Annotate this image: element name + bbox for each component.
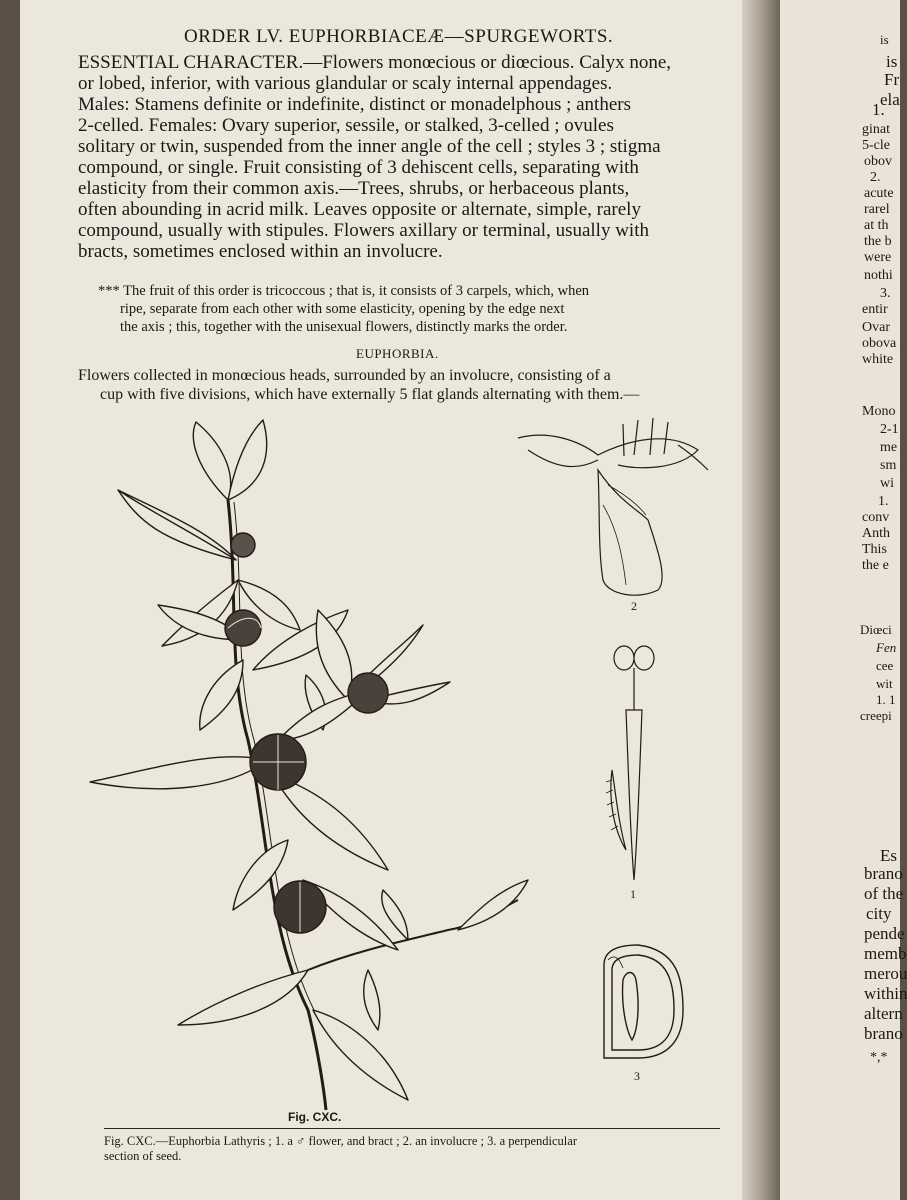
right-page-fragment: 5-cle — [862, 138, 890, 153]
text-line: often abounding in acrid milk. Leaves opposite or alternate, simple, rarely — [78, 199, 641, 220]
right-page-fragment: were — [864, 250, 892, 265]
note-line: *** The fruit of this order is tricoccous ; that is, it consists of 3 carpels, which, when — [98, 283, 590, 299]
note-line: the axis ; this, together with the unisexual flowers, distinctly marks the order. — [120, 319, 568, 335]
right-page-fragment: entir — [862, 302, 888, 317]
right-page-fragment: conv — [862, 510, 890, 525]
right-page-fragment: sm — [880, 458, 897, 473]
detail-number: 2 — [631, 599, 637, 613]
right-page-fragment: Es — [880, 846, 897, 865]
right-page-fragment: 1. — [872, 100, 885, 119]
book-page-right — [780, 0, 907, 1200]
right-page-fragment: white — [862, 352, 894, 367]
text-line: solitary or twin, suspended from the inner angle of the cell ; styles 3 ; stigma — [78, 136, 661, 157]
section-heading: EUPHORBIA. — [356, 346, 439, 361]
right-page-fragment: altern — [864, 1004, 903, 1023]
book-gutter — [742, 0, 780, 1200]
right-page-fragment: obov — [864, 154, 892, 169]
text-line: or lobed, inferior, with various glandular or scaly internal appendages. — [78, 73, 613, 94]
right-page-fragment: is — [880, 32, 889, 47]
right-page-fragment: This — [862, 542, 887, 557]
figure-caption — [104, 1134, 577, 1164]
text-line: compound, or single. Fruit consisting of 3 dehiscent cells, separating with — [78, 157, 639, 178]
text-line: bracts, sometimes enclosed within an involucre. — [78, 241, 443, 262]
description-line: cup with five divisions, which have externally 5 flat glands alternating with them.— — [100, 386, 640, 403]
right-page-fragment: 1. — [878, 494, 889, 509]
right-page-fragment: 2. — [870, 170, 881, 185]
right-page-fragment: nothi — [864, 268, 893, 283]
figure-label: Fig. CXC. — [288, 1110, 342, 1124]
description-line: Flowers collected in monœcious heads, surrounded by an involucre, consisting of a — [78, 367, 611, 384]
right-page-fragment: brano — [864, 1024, 903, 1043]
note-line: ripe, separate from each other with some elasticity, opening by the edge next — [120, 301, 565, 317]
right-page-fragment: of the — [864, 884, 904, 903]
right-page-fragment: rarel — [864, 202, 890, 217]
caption-line: section of seed. — [104, 1149, 182, 1163]
text-line: ESSENTIAL CHARACTER.—Flowers monœcious or diœcious. Calyx none, — [78, 52, 672, 73]
right-page-fragment: at th — [864, 218, 889, 233]
detail-number: 1 — [630, 887, 636, 901]
botanical-illustration — [78, 410, 728, 1130]
right-page-fragment: cee — [876, 658, 894, 673]
right-page-fragment: pende — [864, 924, 905, 943]
right-page-fragment: ela — [880, 90, 900, 109]
right-page-fragment: Fr — [884, 70, 900, 89]
euphorbia-description — [78, 366, 639, 404]
right-page-fragment: Mono — [862, 404, 896, 419]
euphorbia-plant-illustration — [78, 410, 728, 1130]
text-line: compound, usually with stipules. Flowers axillary or terminal, usually with — [78, 220, 649, 241]
right-page-fragment: Diœci — [860, 622, 892, 637]
right-page-fragment: Anth — [862, 526, 890, 541]
right-page-fragment: acute — [864, 186, 894, 201]
right-page-fragment: the b — [864, 234, 892, 249]
right-page-fragment: wi — [880, 476, 894, 491]
essential-character-paragraph — [78, 52, 718, 262]
right-page-fragment: ginat — [862, 122, 890, 137]
right-page-fragment: Ovar — [862, 320, 890, 335]
right-page-fragment: the e — [862, 558, 889, 573]
text-line: Males: Stamens definite or indefinite, distinct or monadelphous ; anthers — [78, 94, 631, 115]
order-note — [98, 282, 718, 336]
text-line: 2-celled. Females: Ovary superior, sessile, or stalked, 3-celled ; ovules — [78, 115, 614, 136]
right-page-fragment: 2-1 — [880, 422, 899, 437]
text-line: elasticity from their common axis.—Trees, shrubs, or herbaceous plants, — [78, 178, 630, 199]
right-page-fragment: within — [864, 984, 907, 1003]
right-page-fragment: wit — [876, 676, 893, 691]
right-page-fragment: me — [880, 440, 898, 455]
right-page-fragment: obova — [862, 336, 897, 351]
page-title: ORDER LV. EUPHORBIACEÆ—SPURGEWORTS. — [184, 26, 614, 47]
right-page-fragment: is — [886, 52, 898, 71]
right-page-fragment: city — [866, 904, 892, 923]
right-page-fragment: 3. — [880, 286, 891, 301]
right-page-fragment: Fen — [876, 640, 897, 655]
right-page-fragment: creepi — [860, 708, 892, 723]
right-page-fragment: merou — [864, 964, 907, 983]
right-page-fragment: brano — [864, 864, 903, 883]
right-page-fragment: 1. 1 — [876, 692, 896, 707]
caption-line: Fig. CXC.—Euphorbia Lathyris ; 1. a ♂ flower, and bract ; 2. an involucre ; 3. a perpendicular — [104, 1134, 577, 1148]
detail-number: 3 — [634, 1069, 640, 1083]
right-page-fragment: memb — [864, 944, 907, 963]
right-page-fragment: *,* — [870, 1050, 888, 1065]
caption-rule — [104, 1128, 720, 1129]
